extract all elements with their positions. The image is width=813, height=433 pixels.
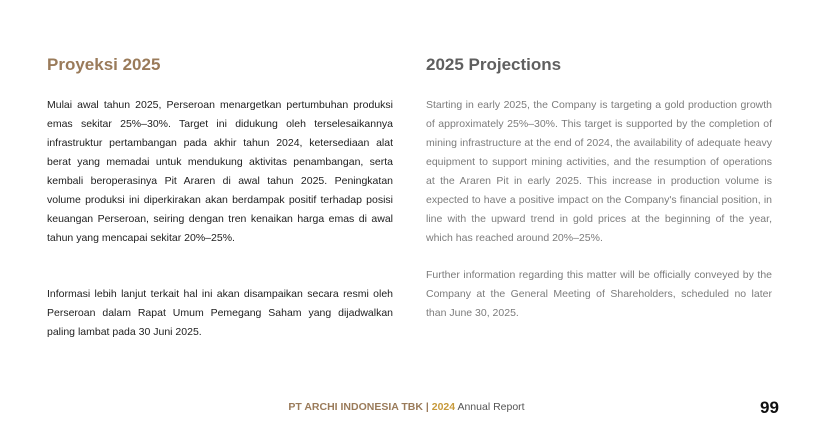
page-footer — [0, 401, 813, 413]
paragraph-english-2: Further information regarding this matter will be officially conveyed by the Company at the General Meeting of Shareholders, scheduled no later than June 30, 2025. — [426, 269, 772, 319]
indonesian-column — [47, 54, 393, 342]
section-title-indonesian: Proyeksi 2025 — [47, 55, 161, 74]
paragraph-indonesian-1: Mulai awal tahun 2025, Perseroan menargetkan pertumbuhan produksi emas sekitar 25%–30%. Target ini didukung oleh terselesaikannya infrastruktur pertambangan pada akhir tahun 2024, ketersediaan alat berat yang memadai untuk mendukung aktivitas penambangan, serta kembali beroperasinya Pit Araren di awal tahun 2025. Peningkatan volume produksi ini diperkirakan akan berdampak positif terhadap posisi keuangan Perseroan, seiring dengan tren kenaikan harga emas di awal tahun yang mencapai sekitar 20%–25%. — [47, 99, 393, 244]
footer-company: PT ARCHI INDONESIA TBK — [288, 401, 423, 413]
page-number: 99 — [760, 398, 779, 417]
english-column — [426, 54, 772, 323]
section-title-english: 2025 Projections — [426, 55, 562, 74]
paragraph-english-1: Starting in early 2025, the Company is targeting a gold production growth of approximately 25%–30%. This target is supported by the completion of mining infrastructure at the end of 2024, the availability of adequate heavy equipment to support mining activities, and the resumption of operations at the Araren Pit in early 2025. This increase in production volume is expected to have a positive impact on the Company's financial position, in line with the upward trend in gold prices at the beginning of the year, which has reached around 20%–25%. — [426, 99, 772, 244]
footer-separator: | — [425, 401, 429, 413]
paragraph-indonesian-2: Informasi lebih lanjut terkait hal ini akan disampaikan secara resmi oleh Perseroan dalam Rapat Umum Pemegang Saham yang dijadwalkan paling lambat pada 30 Juni 2025. — [47, 288, 393, 338]
footer-year: 2024 — [431, 401, 456, 413]
footer-report-label: Annual Report — [457, 401, 525, 413]
